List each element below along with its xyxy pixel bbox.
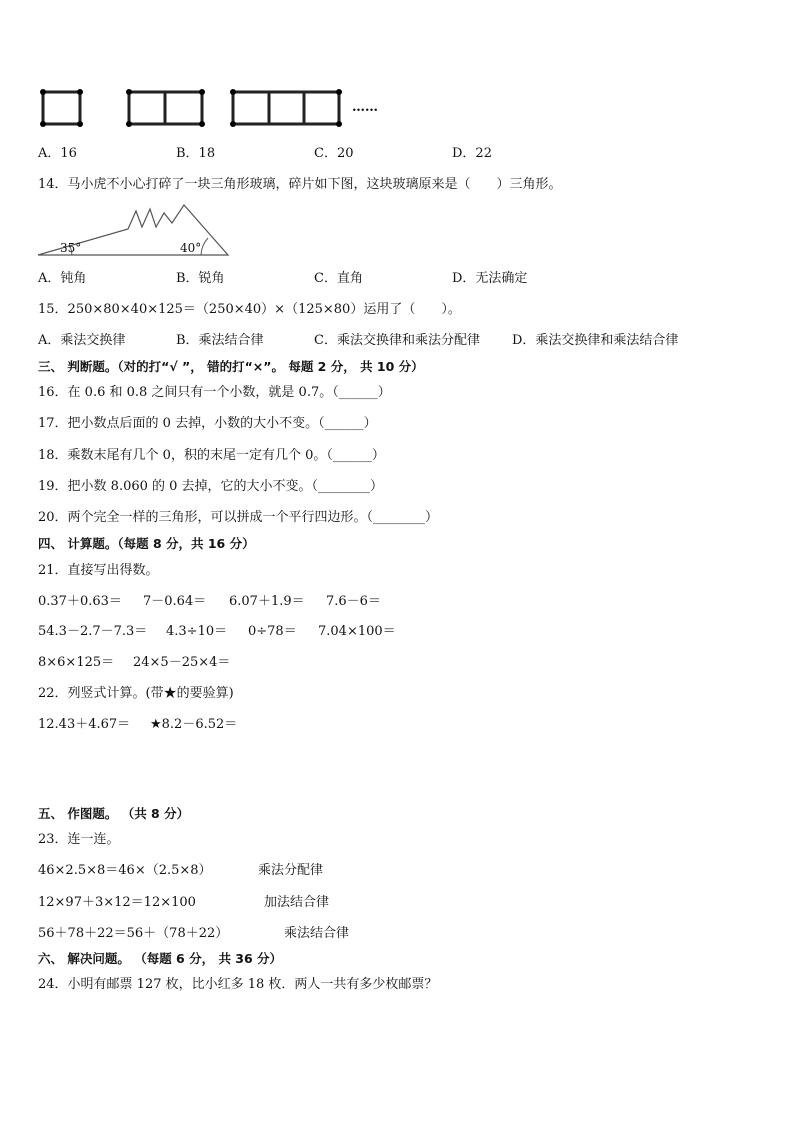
q23-left-3: 56＋78＋22＝56＋（78＋22） xyxy=(38,926,229,941)
q21-r2-c2: 4.3÷10＝ xyxy=(166,624,228,639)
q15-option-c: C．乘法交换律和乘法分配律 xyxy=(314,333,480,348)
q15-option-a: A．乘法交换律 xyxy=(38,333,126,348)
q24-text: 24．小明有邮票 127 枚，比小红多 18 枚．两人一共有多少枚邮票？ xyxy=(38,977,438,992)
q21-r3-c2: 24×5－25×4＝ xyxy=(133,655,231,670)
section-4-title: 四、 计算题。（每题 8 分，共 16 分） xyxy=(38,536,255,551)
q23-text: 23．连一连。 xyxy=(38,832,120,847)
matchstick-figure-3 xyxy=(228,86,346,130)
q23-left-1: 46×2.5×8＝46×（2.5×8） xyxy=(38,863,212,878)
q22-text: 22．列竖式计算。(带★的要验算) xyxy=(38,686,234,701)
q22-item-2: ★8.2－6.52＝ xyxy=(150,717,238,732)
q23-right-3: 乘法结合律 xyxy=(284,926,350,941)
matchstick-figure-2 xyxy=(124,86,210,130)
q15-option-d: D．乘法交换律和乘法结合律 xyxy=(512,333,679,348)
q19-text: 19．把小数 8.060 的 0 去掉，它的大小不变。（________） xyxy=(38,479,384,494)
q14-text: 14．马小虎不小心打碎了一块三角形玻璃，碎片如下图，这块玻璃原来是（ ）三角形。 xyxy=(38,177,562,192)
q21-text: 21．直接写出得数。 xyxy=(38,563,159,578)
q18-text: 18．乘数末尾有几个 0，积的末尾一定有几个 0。（______） xyxy=(38,448,385,463)
angle-label-left: 35° xyxy=(60,241,82,255)
q14-option-a: A．钝角 xyxy=(38,271,87,286)
q13-option-d: D．22 xyxy=(452,146,492,161)
q17-text: 17．把小数点后面的 0 去掉，小数的大小不变。（______） xyxy=(38,416,377,431)
q21-r1-c2: 7－0.64＝ xyxy=(143,594,207,609)
q14-option-b: B．锐角 xyxy=(176,271,225,286)
q21-r1-c4: 7.6－6＝ xyxy=(326,594,381,609)
q16-text: 16．在 0.6 和 0.8 之间只有一个小数，就是 0.7。（______） xyxy=(38,385,391,400)
q14-option-d: D．无法确定 xyxy=(452,271,528,286)
section-3-title: 三、 判断题。（对的打“√ ”， 错的打“×”。 每题 2 分， 共 10 分） xyxy=(38,359,424,374)
q13-option-a: A．16 xyxy=(38,146,77,161)
matchstick-figure-1 xyxy=(38,86,86,130)
q20-text: 20．两个完全一样的三角形，可以拼成一个平行四边形。（________） xyxy=(38,510,439,525)
q13-option-b: B．18 xyxy=(176,146,216,161)
q13-option-c: C．20 xyxy=(314,146,354,161)
figure-ellipsis: …… xyxy=(352,100,378,115)
q21-r1-c1: 0.37＋0.63＝ xyxy=(38,594,122,609)
q15-option-b: B．乘法结合律 xyxy=(176,333,264,348)
q23-right-1: 乘法分配律 xyxy=(258,863,324,878)
section-5-title: 五、 作图题。 （共 8 分） xyxy=(38,806,190,821)
q21-r2-c1: 54.3－2.7－7.3＝ xyxy=(38,624,148,639)
q21-r1-c3: 6.07＋1.9＝ xyxy=(229,594,305,609)
q15-text: 15．250×80×40×125＝（250×40）×（125×80）运用了（ ）。 xyxy=(38,302,461,317)
q23-right-2: 加法结合律 xyxy=(264,895,330,910)
q21-r3-c1: 8×6×125＝ xyxy=(38,655,115,670)
q14-option-c: C．直角 xyxy=(314,271,363,286)
q21-r2-c4: 7.04×100＝ xyxy=(318,624,396,639)
q22-item-1: 12.43＋4.67＝ xyxy=(38,717,131,732)
q23-left-2: 12×97＋3×12＝12×100 xyxy=(38,895,196,910)
angle-label-right: 40° xyxy=(180,241,202,255)
section-6-title: 六、 解决问题。 （每题 6 分， 共 36 分） xyxy=(38,951,283,966)
q21-r2-c3: 0÷78＝ xyxy=(248,624,297,639)
